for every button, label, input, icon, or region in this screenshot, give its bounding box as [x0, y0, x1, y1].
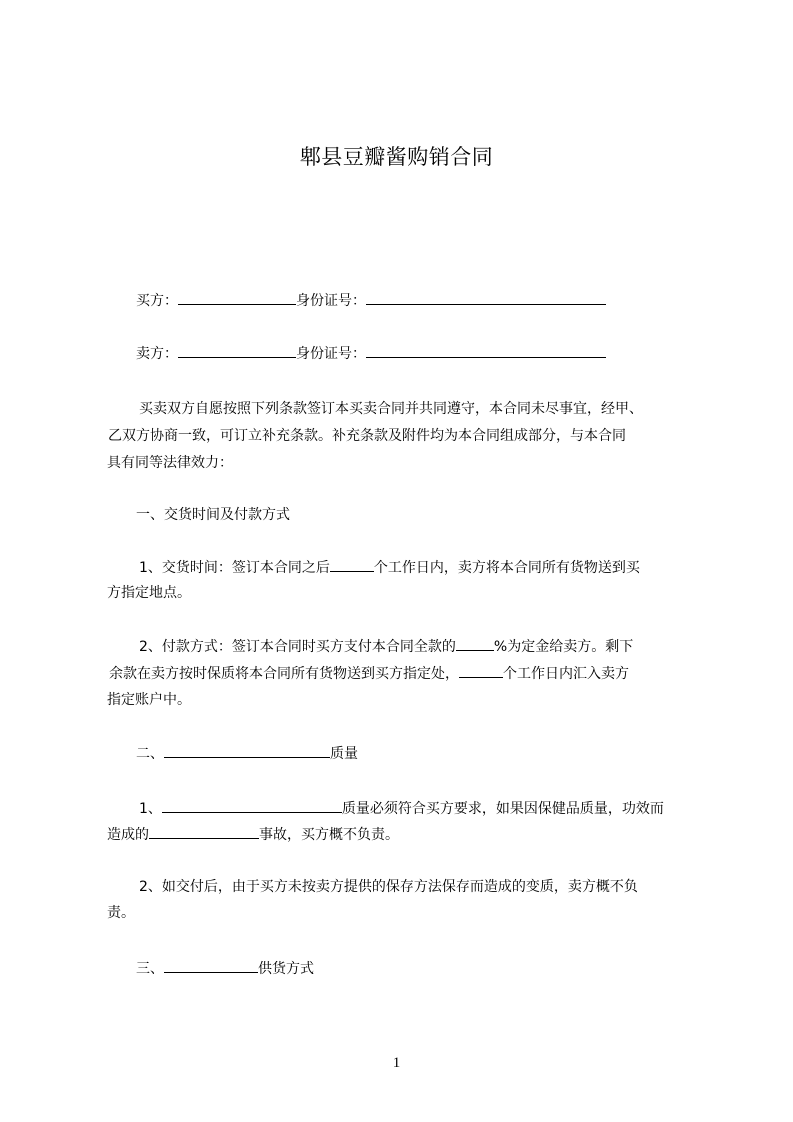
intro-line-1: 买卖双方自愿按照下列条款签订本买卖合同并共同遵守，本合同未尽事宜，经甲、: [139, 401, 643, 417]
section2-item1-line2: [107, 824, 707, 845]
seller-id-blank: [366, 343, 606, 358]
buyer-id-label: 身份证号：: [296, 293, 366, 309]
section1-item1-line2: 方指定地点。: [107, 585, 191, 601]
intro-line-2: 乙双方协商一致，可订立补充条款。补充条款及附件均为本合同组成部分，与本合同: [108, 428, 626, 444]
buyer-label: 买方：: [136, 293, 178, 309]
payment-text: 2、付款方式：签订本合同时买方支付本合同全款的: [139, 639, 456, 655]
page-number: 1: [392, 1055, 401, 1071]
section2-suffix: 质量: [330, 746, 358, 762]
seller-id-label: 身份证号：: [296, 346, 366, 362]
section2-heading: [136, 743, 736, 764]
section3-heading: [136, 958, 736, 979]
liability-text-cont: 事故，买方概不负责。: [259, 827, 399, 843]
balance-days-blank: [459, 663, 503, 678]
section2-item2-line2: 责。: [107, 905, 135, 921]
seller-label: 卖方：: [136, 346, 178, 362]
balance-text-cont: 个工作日内汇入卖方: [503, 666, 629, 682]
seller-name-blank: [178, 343, 296, 358]
payment-text-cont: %为定金给卖方。剩下: [493, 639, 634, 655]
section2-item2-line1: 2、如交付后，由于买方未按卖方提供的保存方法保存而造成的变质，卖方概不负: [139, 879, 638, 895]
product-name-blank: [164, 743, 330, 758]
balance-text: 余款在卖方按时保质将本合同所有货物送到买方指定处，: [109, 666, 459, 682]
liability-text: 造成的: [107, 827, 149, 843]
product-blank: [162, 798, 342, 813]
delivery-time-text-cont: 个工作日内，卖方将本合同所有货物送到买: [373, 560, 640, 576]
section1-heading: 一、交货时间及付款方式: [136, 507, 290, 523]
section1-item2-line3: 指定账户中。: [107, 692, 191, 708]
section1-item1-line1: [139, 557, 739, 578]
quality-item-number: 1、: [139, 801, 162, 817]
deposit-percent-blank: [456, 636, 494, 651]
buyer-id-blank: [366, 290, 606, 305]
section2-prefix: 二、: [136, 746, 164, 762]
quality-text: 质量必须符合买方要求，如果因保健品质量，功效而: [341, 801, 664, 817]
seller-line: [136, 343, 736, 364]
incident-blank: [149, 824, 259, 839]
section1-item2-line1: [139, 636, 739, 657]
document-title: 郫县豆瓣酱购销合同: [299, 145, 494, 169]
intro-line-3: 具有同等法律效力：: [107, 455, 233, 471]
section3-suffix: 供货方式: [258, 961, 314, 977]
supply-blank: [164, 958, 258, 973]
delivery-days-blank: [330, 557, 374, 572]
section1-item2-line2: [109, 663, 709, 684]
buyer-line: [136, 290, 736, 311]
delivery-time-text: 1、交货时间：签订本合同之后: [139, 560, 330, 576]
buyer-name-blank: [178, 290, 296, 305]
section3-prefix: 三、: [136, 961, 164, 977]
section2-item1-line1: [139, 798, 739, 819]
